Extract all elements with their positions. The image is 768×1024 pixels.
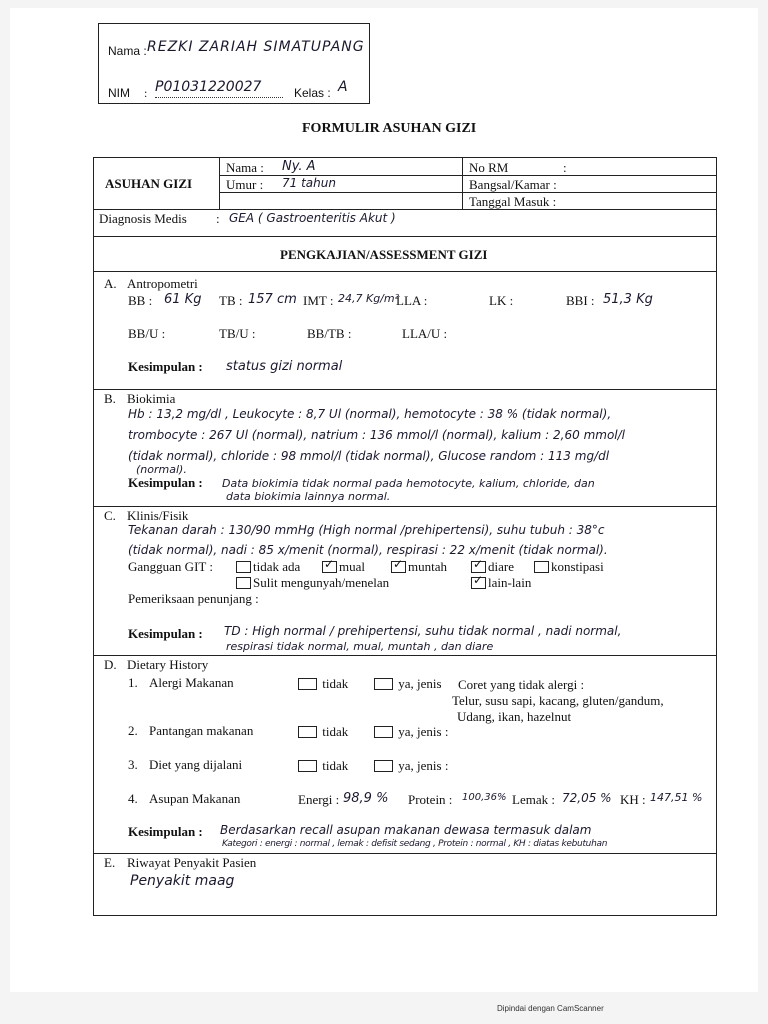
energi-label: Energi :	[298, 792, 340, 807]
alergi-ya-option[interactable]	[374, 676, 442, 692]
diet-tidak-checkbox[interactable]	[298, 760, 317, 772]
git-lain-lain-checkbox[interactable]	[471, 577, 486, 589]
diet-ya-label: ya, jenis :	[398, 758, 449, 773]
grid-h3	[94, 209, 716, 210]
git-sulit-checkbox[interactable]	[236, 577, 251, 589]
student-kelas-value: A	[338, 79, 348, 95]
lemak-label: Lemak :	[512, 792, 555, 807]
git-mual-label: mual	[339, 559, 365, 574]
energi-value: 98,9 %	[343, 791, 389, 806]
git-option-tidak-ada[interactable]	[236, 559, 300, 575]
diet-ya-checkbox[interactable]	[374, 760, 393, 772]
bbi-value: 51,3 Kg	[603, 292, 653, 307]
student-kelas-label: Kelas :	[294, 86, 331, 100]
alergi-tidak-checkbox[interactable]	[298, 678, 317, 690]
git-label: Gangguan GIT :	[128, 559, 213, 574]
nim-dotted-line	[155, 97, 283, 98]
pantangan-ya-option[interactable]	[374, 724, 448, 740]
coret-line-1: Telur, susu sapi, kacang, gluten/gandum,	[452, 693, 664, 708]
pantangan-ya-label: ya, jenis :	[398, 724, 449, 739]
diagnosis-colon: :	[216, 211, 220, 226]
section-b-title: Biokimia	[127, 391, 176, 406]
kh-label: KH :	[620, 792, 646, 807]
patient-age-value: 71 tahun	[282, 176, 336, 190]
diet-num: 3.	[128, 757, 138, 772]
grid-v1	[219, 158, 220, 209]
pantangan-ya-checkbox[interactable]	[374, 726, 393, 738]
bb-label: BB :	[128, 293, 153, 308]
biokimia-line-4: (normal).	[136, 463, 187, 476]
student-nim-colon: :	[144, 86, 148, 100]
git-mual-checkbox[interactable]	[322, 561, 337, 573]
antropometri-kesimpulan-value: status gizi normal	[226, 359, 343, 374]
klinis-kesimpulan-line-2: respirasi tidak normal, mual, muntah , dan diare	[226, 640, 494, 653]
coret-title: Coret yang tidak alergi :	[458, 677, 585, 692]
grid-h5	[94, 271, 716, 272]
penunjang-label: Pemeriksaan penunjang :	[128, 591, 259, 606]
section-d-letter: D.	[104, 657, 117, 672]
pantangan-num: 2.	[128, 723, 138, 738]
klinis-line-2: (tidak normal), nadi : 85 x/menit (normal), respirasi : 22 x/menit (tidak normal).	[128, 543, 608, 557]
diet-tidak-option[interactable]	[298, 758, 348, 774]
divider-b-c	[94, 506, 716, 507]
git-lain-lain-label: lain-lain	[488, 575, 532, 590]
imt-label: IMT :	[303, 293, 334, 308]
git-sulit-label: Sulit mengunyah/menelan	[253, 575, 390, 590]
alergi-num: 1.	[128, 675, 138, 690]
tb-label: TB :	[219, 293, 243, 308]
biokimia-kesimpulan-line-1: Data biokimia tidak normal pada hemotocyte, kalium, chloride, dan	[222, 477, 595, 490]
alergi-tidak-label: tidak	[322, 676, 349, 691]
alergi-tidak-option[interactable]	[298, 676, 348, 692]
tanggal-masuk-label: Tanggal Masuk :	[469, 194, 557, 209]
bbu-label: BB/U :	[128, 326, 166, 341]
section-d-title: Dietary History	[127, 657, 209, 672]
divider-a-b	[94, 389, 716, 390]
alergi-ya-checkbox[interactable]	[374, 678, 393, 690]
lemak-value: 72,05 %	[562, 791, 612, 805]
alergi-ya-label: ya, jenis	[398, 676, 442, 691]
bbtb-label: BB/TB :	[307, 326, 352, 341]
git-tidak-ada-label: tidak ada	[253, 559, 301, 574]
form-title: FORMULIR ASUHAN GIZI	[302, 121, 477, 136]
diagnosis-label: Diagnosis Medis	[99, 211, 187, 226]
kh-value: 147,51 %	[650, 791, 703, 804]
pantangan-tidak-option[interactable]	[298, 724, 348, 740]
diet-tidak-label: tidak	[322, 758, 349, 773]
biokimia-kesimpulan-line-2: data biokimia lainnya normal.	[226, 490, 391, 503]
coret-line-2: Udang, ikan, hazelnut	[457, 709, 572, 724]
klinis-line-1: Tekanan darah : 130/90 mmHg (High normal /prehipertensi), suhu tubuh : 38°c	[128, 523, 605, 537]
patient-age-label: Umur :	[226, 177, 264, 192]
git-muntah-checkbox[interactable]	[391, 561, 406, 573]
biokimia-line-1: Hb : 13,2 mg/dl , Leukocyte : 8,7 Ul (normal), hemotocyte : 38 % (tidak normal),	[128, 407, 612, 421]
dietary-kesimpulan-label: Kesimpulan :	[128, 824, 203, 839]
bbi-label: BBI :	[566, 293, 595, 308]
git-diare-label: diare	[488, 559, 514, 574]
assessment-title: PENGKAJIAN/ASSESSMENT GIZI	[280, 247, 488, 262]
section-a-title: Antropometri	[127, 276, 198, 291]
git-konstipasi-label: konstipasi	[551, 559, 604, 574]
alergi-label: Alergi Makanan	[149, 675, 234, 690]
grid-h4	[94, 236, 716, 237]
git-konstipasi-checkbox[interactable]	[534, 561, 549, 573]
git-muntah-label: muntah	[408, 559, 447, 574]
section-e-title: Riwayat Penyakit Pasien	[127, 855, 257, 870]
asupan-num: 4.	[128, 791, 138, 806]
git-option-mual[interactable]	[322, 559, 365, 575]
git-option-muntah[interactable]	[391, 559, 447, 575]
lk-label: LK :	[489, 293, 514, 308]
klinis-kesimpulan-line-1: TD : High normal / prehipertensi, suhu tidak normal , nadi normal,	[224, 624, 622, 638]
git-tidak-ada-checkbox[interactable]	[236, 561, 251, 573]
imt-value: 24,7 Kg/m²	[338, 292, 400, 305]
no-rm-label: No RM	[469, 160, 509, 175]
bangsal-label: Bangsal/Kamar :	[469, 177, 557, 192]
divider-d-e	[94, 853, 716, 854]
pantangan-tidak-checkbox[interactable]	[298, 726, 317, 738]
section-e-letter: E.	[104, 855, 116, 870]
student-nim-value: P01031220027	[155, 79, 262, 95]
diet-label: Diet yang dijalani	[149, 757, 243, 772]
lla-label: LLA :	[396, 293, 428, 308]
git-option-sulit[interactable]	[236, 575, 389, 591]
no-rm-colon: :	[563, 160, 567, 175]
patient-name-label: Nama :	[226, 160, 264, 175]
biokimia-line-2: trombocyte : 267 Ul (normal), natrium : 136 mmol/l (normal), kalium : 2,60 mmol/l	[128, 428, 626, 442]
diet-ya-option[interactable]	[374, 758, 448, 774]
section-c-letter: C.	[104, 508, 116, 523]
riwayat-value: Penyakit maag	[130, 873, 235, 889]
klinis-kesimpulan-label: Kesimpulan :	[128, 626, 203, 641]
patient-name-value: Ny. A	[282, 159, 316, 174]
asuhan-gizi-label: ASUHAN GIZI	[105, 176, 193, 191]
divider-c-d	[94, 655, 716, 656]
student-nim-label: NIM	[108, 86, 130, 100]
git-diare-checkbox[interactable]	[471, 561, 486, 573]
biokimia-line-3: (tidak normal), chloride : 98 mmol/l (tidak normal), Glucose random : 113 mg/dl	[128, 449, 610, 463]
section-b-letter: B.	[104, 391, 116, 406]
tb-value: 157 cm	[248, 292, 297, 307]
dietary-kesimpulan-line-1: Berdasarkan recall asupan makanan dewasa termasuk dalam	[220, 823, 592, 837]
section-c-title: Klinis/Fisik	[127, 508, 189, 523]
asupan-label: Asupan Makanan	[149, 791, 241, 806]
grid-h2	[219, 192, 716, 193]
git-option-lain-lain[interactable]	[471, 575, 531, 591]
section-a-letter: A.	[104, 276, 117, 291]
bb-value: 61 Kg	[164, 292, 202, 307]
camscanner-footer: Dipindai dengan CamScanner	[497, 1004, 604, 1013]
biokimia-kesimpulan-label: Kesimpulan :	[128, 475, 203, 490]
grid-v2	[462, 158, 463, 209]
pantangan-tidak-label: tidak	[322, 724, 349, 739]
protein-value: 100,36%	[462, 792, 507, 803]
tbu-label: TB/U :	[219, 326, 256, 341]
dietary-kesimpulan-line-2: Kategori : energi : normal , lemak : defisit sedang , Protein : normal , KH : diatas kebutuhan	[222, 839, 608, 849]
antropometri-kesimpulan-label: Kesimpulan :	[128, 359, 203, 374]
student-name-label: Nama :	[108, 44, 147, 58]
pantangan-label: Pantangan makanan	[149, 723, 254, 738]
student-name-value: REZKI ZARIAH SIMATUPANG	[147, 39, 365, 55]
git-option-konstipasi[interactable]	[534, 559, 604, 575]
diagnosis-value: GEA ( Gastroenteritis Akut )	[229, 211, 396, 225]
llau-label: LLA/U :	[402, 326, 448, 341]
protein-label: Protein :	[408, 792, 453, 807]
